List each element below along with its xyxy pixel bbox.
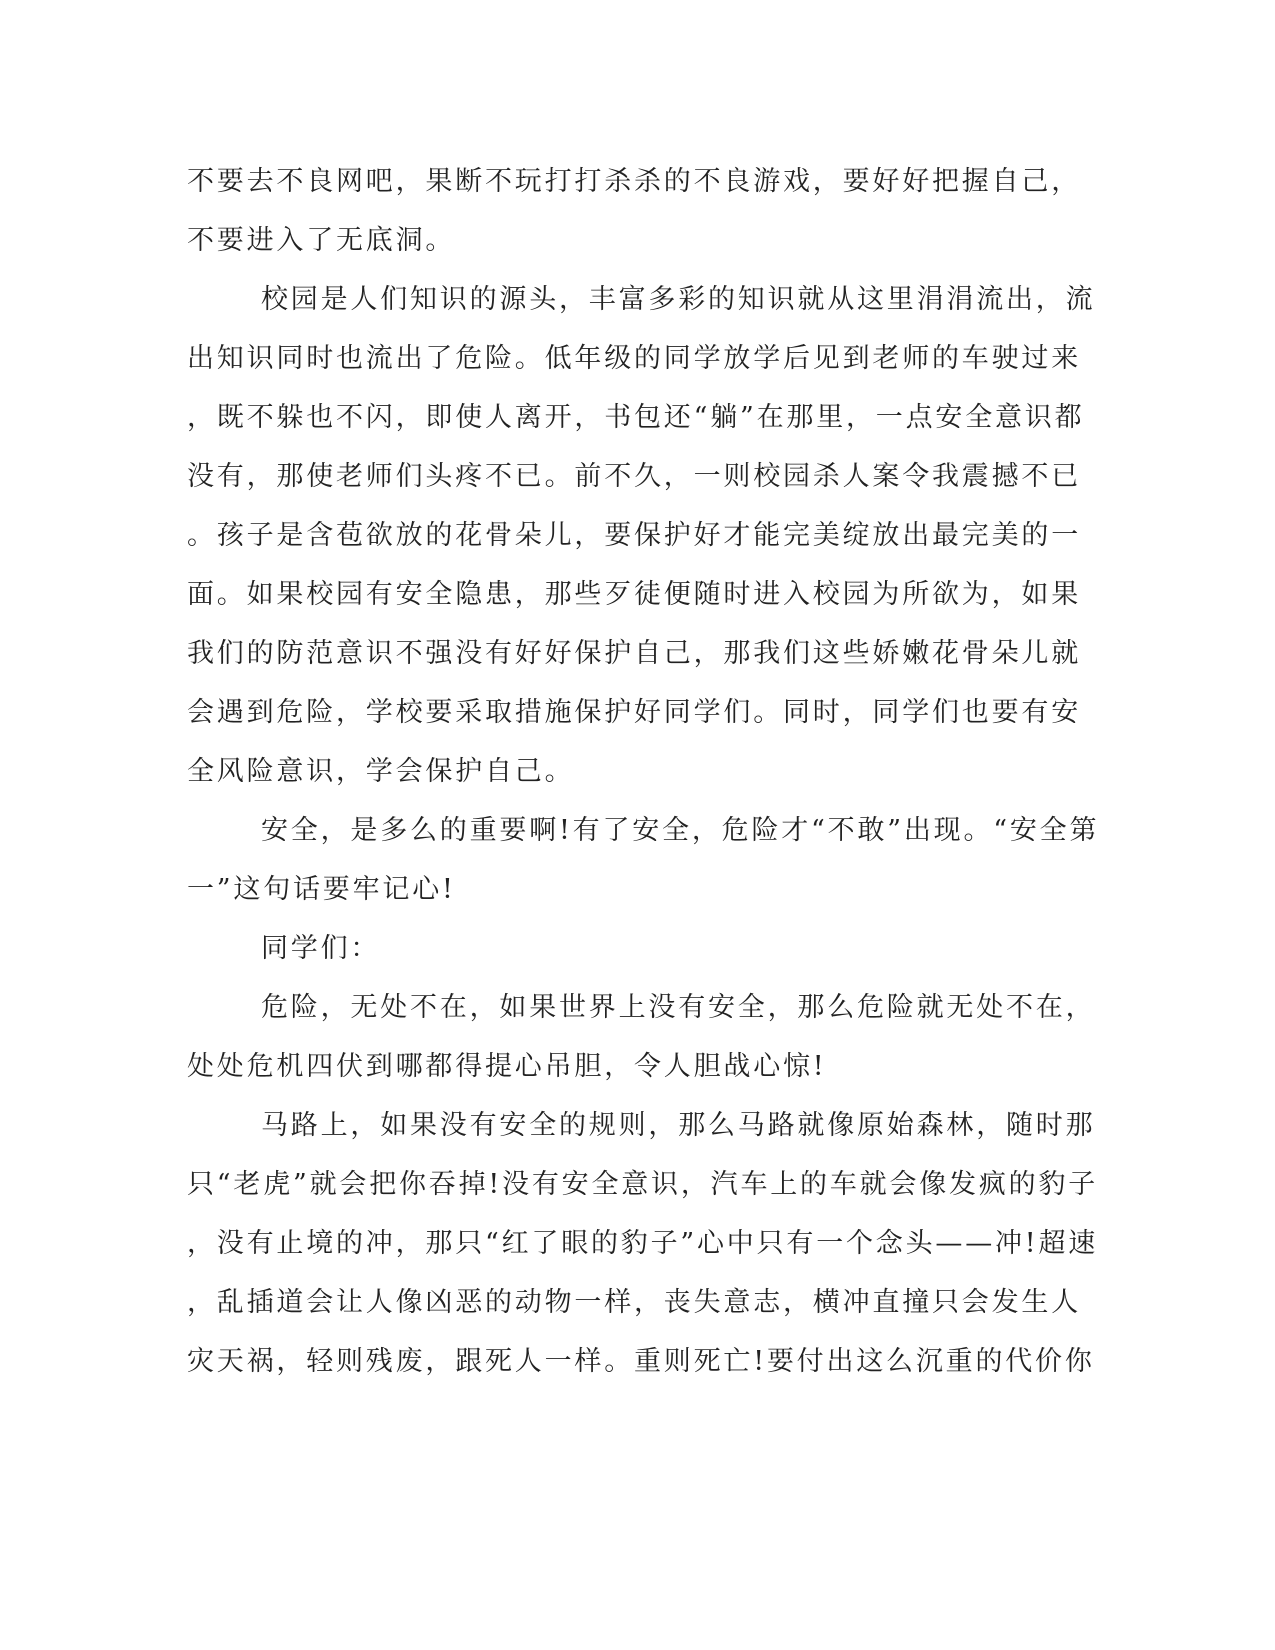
text-line: 一”这句话要牢记心! — [187, 874, 456, 905]
text-line: 没有，那使老师们头疼不已。前不久，一则校园杀人案令我震撼不已 — [187, 461, 1081, 492]
text-line: ，乱插道会让人像凶恶的动物一样，丧失意志，横冲直撞只会发生人 — [187, 1287, 1081, 1318]
text-line: 我们的防范意识不强没有好好保护自己，那我们这些娇嫩花骨朵儿就 — [187, 638, 1081, 669]
text-line: 只“老虎”就会把你吞掉!没有安全意识，汽车上的车就会像发疯的豹子 — [187, 1169, 1099, 1200]
text-line: 。孩子是含苞欲放的花骨朵儿，要保护好才能完美绽放出最完美的一 — [187, 520, 1081, 551]
paragraph-start-line: 马路上，如果没有安全的规则，那么马路就像原始森林，随时那 — [261, 1110, 1096, 1141]
text-line: 不要去不良网吧，果断不玩打打杀杀的不良游戏，要好好把握自己， — [187, 166, 1081, 197]
salutation-line: 同学们： — [261, 933, 381, 964]
text-line: 不要进入了无底洞。 — [187, 225, 456, 256]
paragraph-start-line: 危险，无处不在，如果世界上没有安全，那么危险就无处不在， — [261, 992, 1096, 1023]
text-line: ，没有止境的冲，那只“红了眼的豹子”心中只有一个念头——冲!超速 — [187, 1228, 1099, 1259]
paragraph-start-line: 安全，是多么的重要啊!有了安全，危险才“不敢”出现。“安全第 — [261, 815, 1100, 846]
text-line: 出知识同时也流出了危险。低年级的同学放学后见到老师的车驶过来 — [187, 343, 1081, 374]
text-line: 全风险意识，学会保护自己。 — [187, 756, 575, 787]
text-line: 灾天祸，轻则残废，跟死人一样。重则死亡!要付出这么沉重的代价你 — [187, 1346, 1095, 1377]
text-line: 会遇到危险，学校要采取措施保护好同学们。同时，同学们也要有安 — [187, 697, 1081, 728]
paragraph-start-line: 校园是人们知识的源头，丰富多彩的知识就从这里涓涓流出，流 — [261, 284, 1096, 315]
text-line: ，既不躲也不闪，即使人离开，书包还“躺”在那里，一点安全意识都 — [187, 402, 1085, 433]
text-line: 处处危机四伏到哪都得提心吊胆，令人胆战心惊! — [187, 1051, 827, 1082]
text-line: 面。如果校园有安全隐患，那些歹徒便随时进入校园为所欲为，如果 — [187, 579, 1081, 610]
